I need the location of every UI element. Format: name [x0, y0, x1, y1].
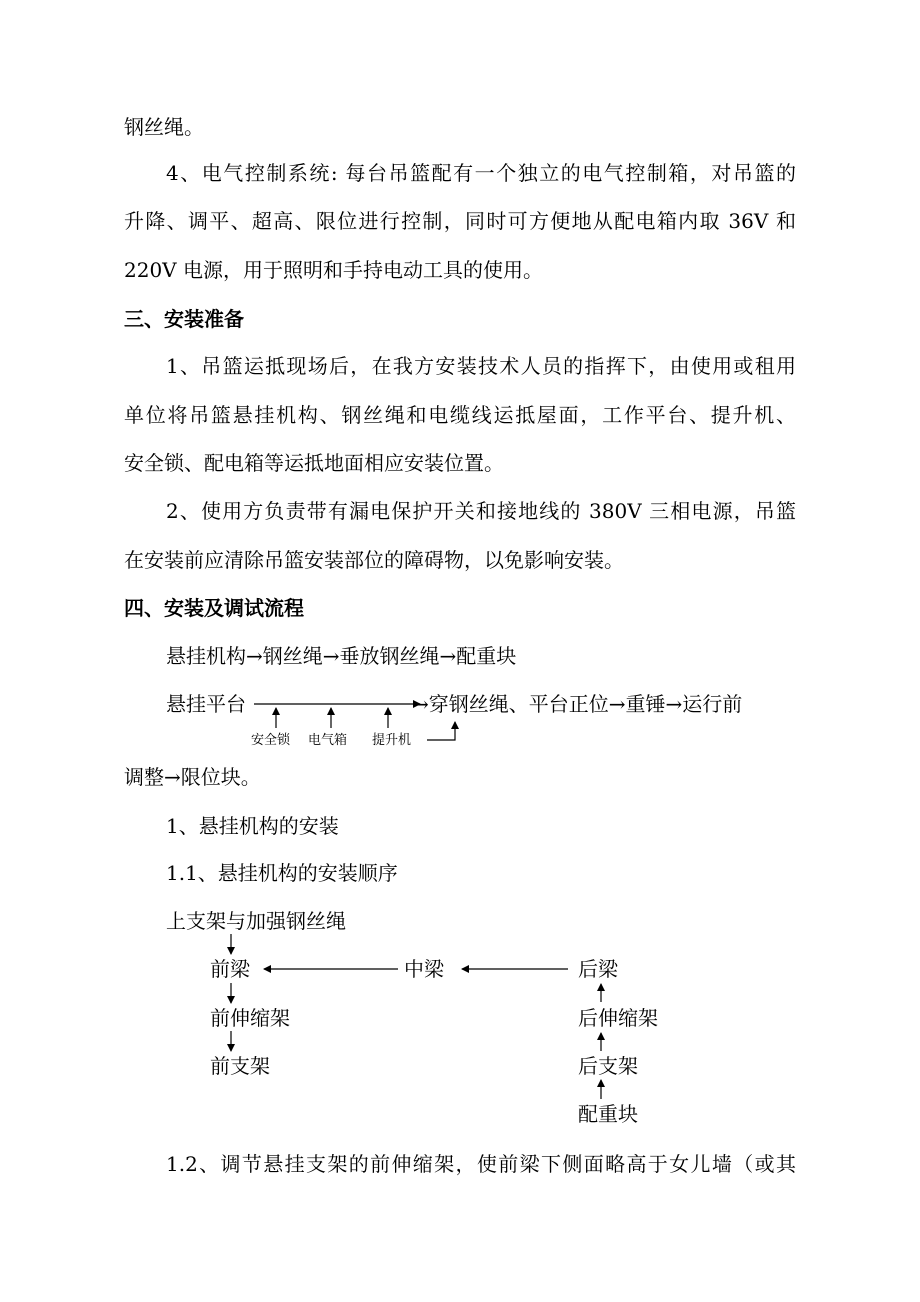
label-safety-lock: 安全锁 — [251, 733, 291, 748]
flow-line: 调整→限位块。 — [124, 765, 261, 789]
label-electric-box: 电气箱 — [308, 733, 348, 748]
text-line: 安全锁、配电箱等运抵地面相应安装位置。 — [124, 451, 504, 475]
section-heading: 四、安装及调试流程 — [124, 596, 304, 620]
diagram-front-beam: 前梁 — [210, 957, 250, 981]
text-line: 钢丝绳。 — [124, 115, 204, 139]
text-line: 220V 电源，用于照明和手持电动工具的使用。 — [124, 258, 543, 282]
text-line: 4、电气控制系统: 每台吊篮配有一个独立的电气控制箱，对吊篮的 — [166, 161, 796, 185]
flow-start-label: 悬挂平台 — [166, 692, 246, 716]
flow-line: 悬挂机构→钢丝绳→垂放钢丝绳→配重块 — [166, 644, 517, 668]
text-line: 升降、调平、超高、限位进行控制，同时可方便地从配电箱内取 36V 和 — [124, 209, 796, 233]
arrow-hoist-elbow — [427, 722, 455, 740]
diagram-mid-beam: 中梁 — [404, 957, 444, 981]
section-heading: 三、安装准备 — [124, 307, 244, 331]
text-line: 单位将吊篮悬挂机构、钢丝绳和电缆线运抵屋面，工作平台、提升机、 — [124, 403, 796, 427]
diagram-top-node: 上支架与加强钢丝绳 — [166, 909, 346, 933]
diagram-counterweight: 配重块 — [578, 1102, 638, 1126]
diagram-front-telescopic: 前伸缩架 — [210, 1006, 290, 1030]
subheading: 1.1、悬挂机构的安装顺序 — [166, 861, 398, 885]
label-hoist: 提升机 — [372, 733, 412, 748]
diagram-rear-beam: 后梁 — [578, 957, 618, 981]
diagram-rear-support: 后支架 — [578, 1054, 638, 1078]
flow-line: →穿钢丝绳、平台正位→重锤→运行前 — [412, 692, 743, 716]
diagram-front-support: 前支架 — [210, 1054, 270, 1078]
text-line: 在安装前应清除吊篮安装部位的障碍物，以免影响安装。 — [124, 548, 624, 572]
subheading: 1、悬挂机构的安装 — [166, 814, 339, 838]
text-line: 2、使用方负责带有漏电保护开关和接地线的 380V 三相电源，吊篮 — [166, 499, 796, 523]
diagram-rear-telescopic: 后伸缩架 — [578, 1006, 658, 1030]
text-line: 1、吊篮运抵现场后，在我方安装技术人员的指挥下，由使用或租用 — [166, 354, 796, 378]
text-line: 1.2、调节悬挂支架的前伸缩架，使前梁下侧面略高于女儿墙（或其 — [166, 1152, 796, 1176]
